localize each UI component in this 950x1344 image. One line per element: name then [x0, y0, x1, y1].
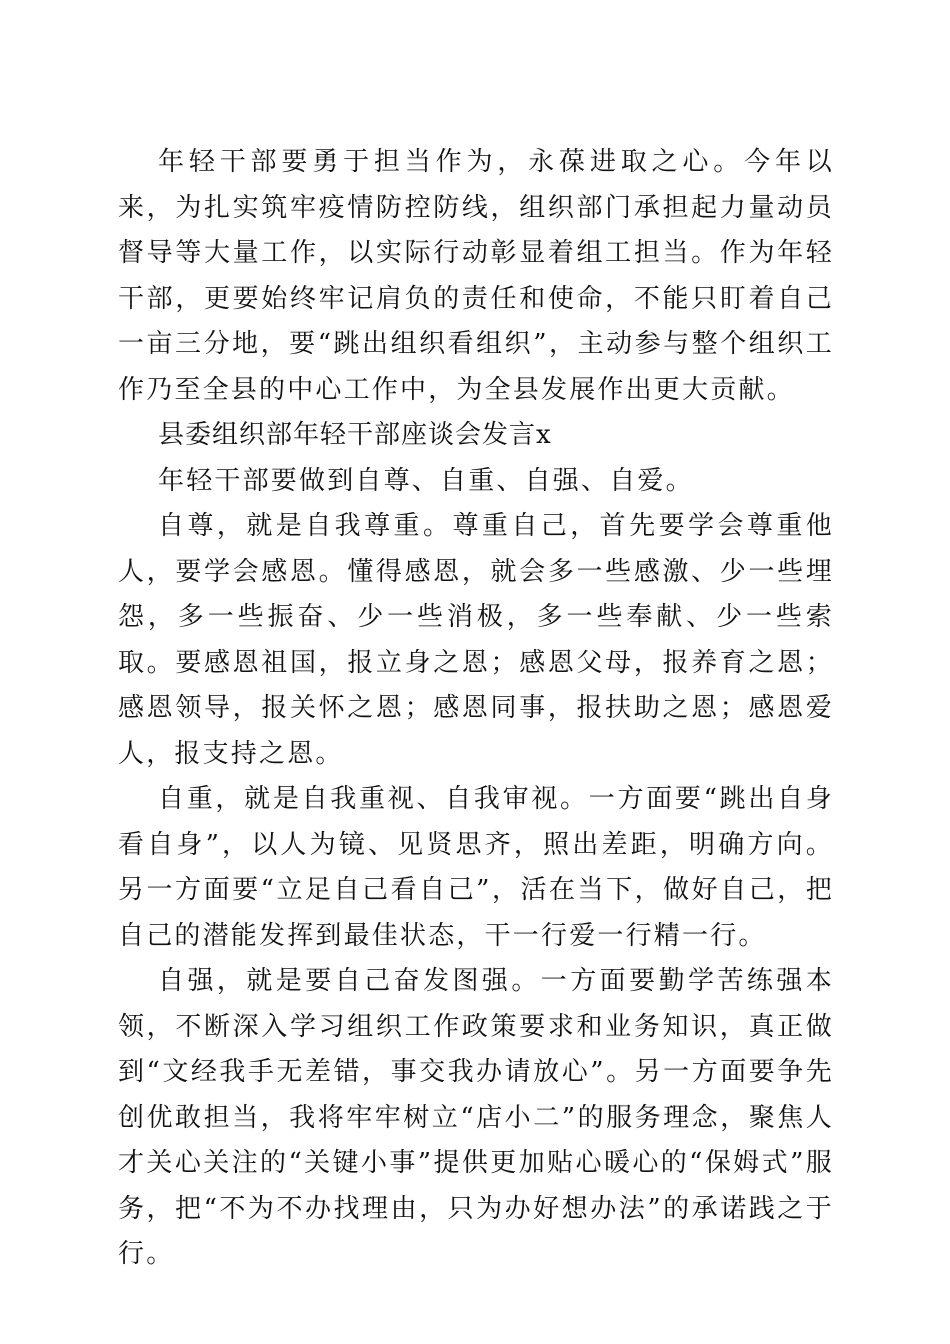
paragraph-self-regard: 自重，就是自我重视、自我审视。一方面要“跳出自身看自身”，以人为镜、见贤思齐，照出差距，明确方向。另一方面要“立足自己看自己”，活在当下，做好自己，把自己的潜能发挥到最佳状态，干一行爱一行精一行。 — [118, 784, 834, 951]
paragraph-self-respect: 自尊，就是自我尊重。尊重自己，首先要学会尊重他人，要学会感恩。懂得感恩，就会多一些感激、少一些埋怨，多一些振奋、少一些消极，多一些奉献、少一些索取。要感恩祖国，报立身之恩；感恩父母，报养育之恩；感恩领导，报关怀之恩；感恩同事，报扶助之恩；感恩爱人，报支持之恩。 — [118, 511, 834, 769]
section-title: 县委组织部年轻干部座谈会发言x — [158, 420, 552, 450]
paragraph-youth-responsibility: 年轻干部要勇于担当作为，永葆进取之心。今年以来，为扎实筑牢疫情防控防线，组织部门承担起力量动员督导等大量工作，以实际行动彰显着组工担当。作为年轻干部，更要始终牢记肩负的责任和使命，不能只盯着自己一亩三分地，要“跳出组织看组织”，主动参与整个组织工作乃至全县的中心工作中，为全县发展作出更大贡献。 — [118, 147, 834, 405]
document-body — [118, 140, 834, 1278]
paragraph-four-self: 年轻干部要做到自尊、自重、自强、自爱。 — [158, 465, 694, 496]
paragraph-self-strength: 自强，就是要自己奋发图强。一方面要勤学苦练强本领，不断深入学习组织工作政策要求和业务知识，真正做到“文经我手无差错，事交我办请放心”。另一方面要争先创优敢担当，我将牢牢树立“店小二”的服务理念，聚焦人才关心关注的“关键小事”提供更加贴心暖心的“保姆式”服务，把“不为不办找理由，只为办好想办法”的承诺践之于行。 — [118, 966, 834, 1269]
